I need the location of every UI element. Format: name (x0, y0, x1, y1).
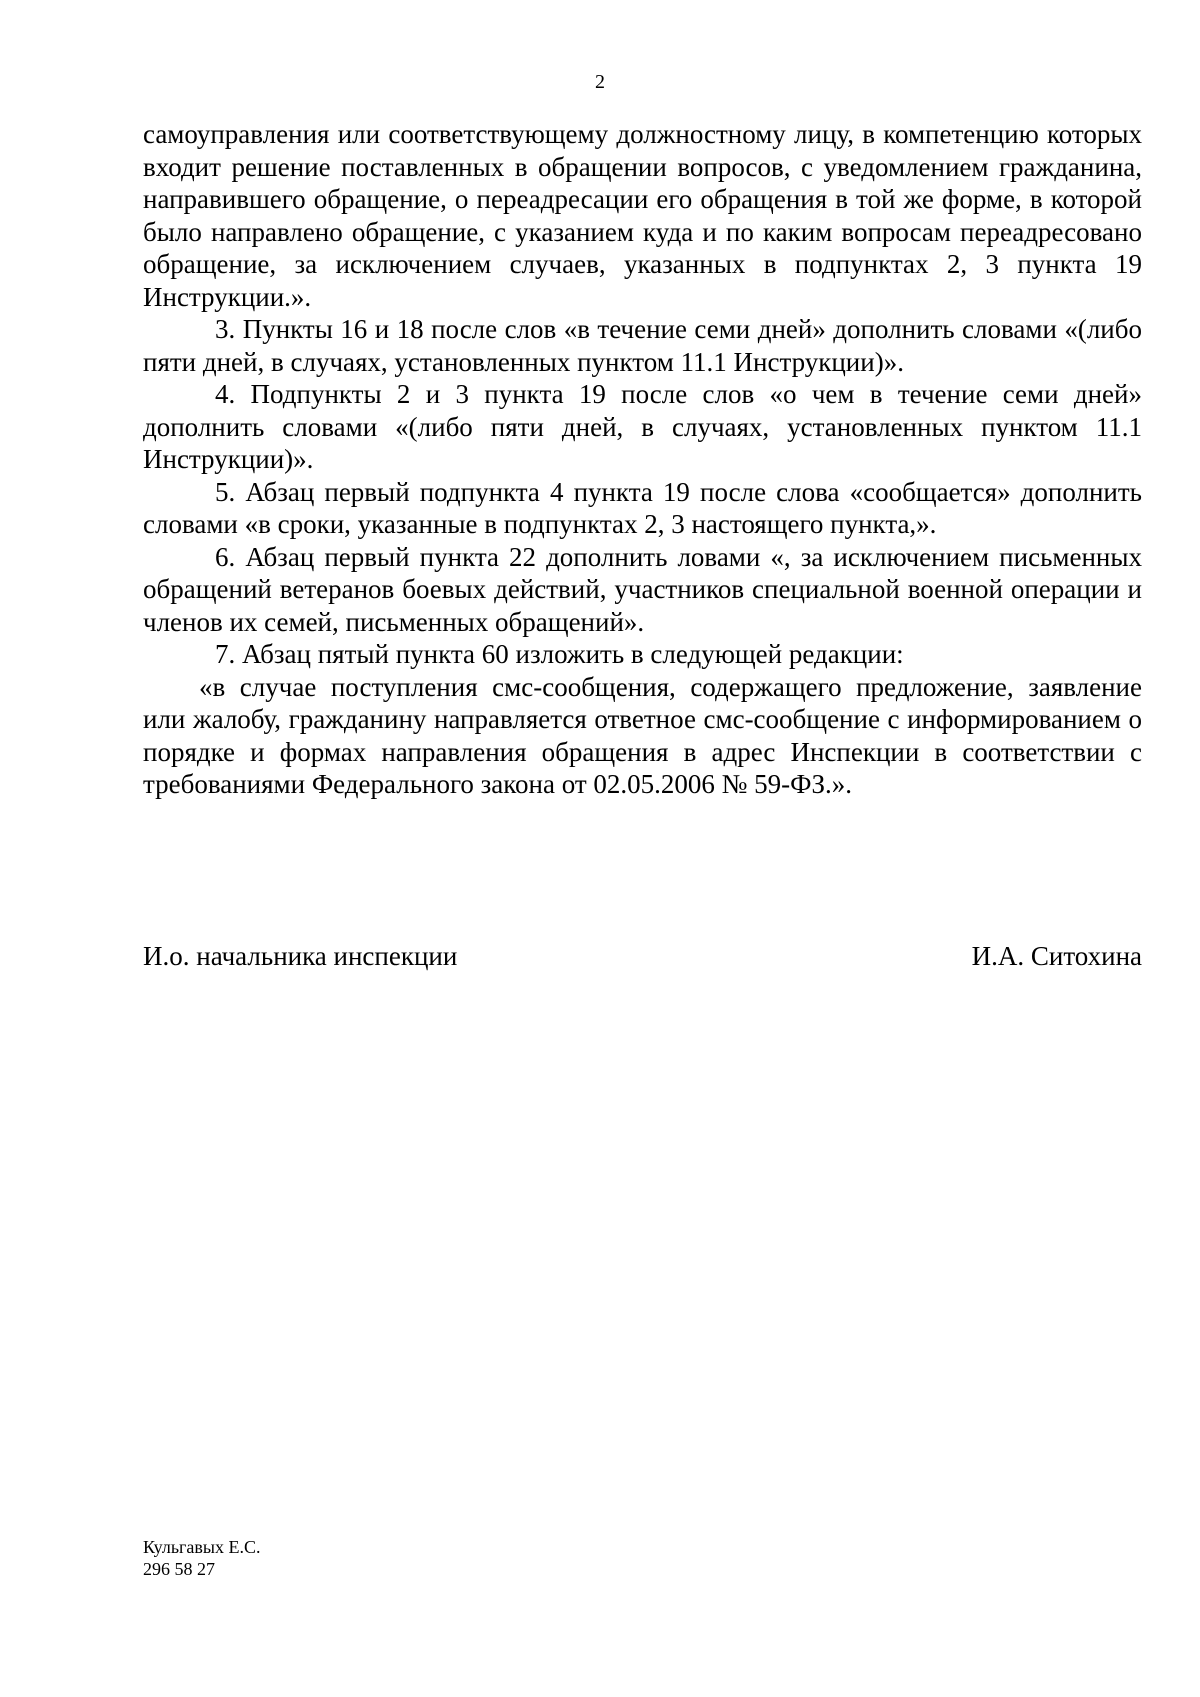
paragraph-continuation: самоуправления или соответствующему должностному лицу, в компетенцию которых входит решение поставленных в обращении вопросов, с уведомлением гражданина, направившего обращение, о переадресации его обращения в той же форме, в которой было направлено обращение, с указанием куда и по каким вопросам переадресовано обращение, за исключением случаев, указанных в подпунктах 2, 3 пункта 19 Инструкции.». (143, 119, 1142, 312)
signature-block (143, 940, 1142, 972)
paragraph-item-7: 7. Абзац пятый пункта 60 изложить в следующей редакции: (215, 639, 904, 669)
paragraph-quoted-text: «в случае поступления смс-сообщения, содержащего предложение, заявление или жалобу, гражданину направляется ответное смс-сообщение с информированием о порядке и формах направления обращения в адрес Инспекции в соответствии с требованиями Федерального закона от 02.05.2006 № 59-ФЗ.». (143, 671, 1142, 799)
executor-info (143, 1536, 261, 1580)
paragraph-item-6: 6. Абзац первый пункта 22 дополнить ловами «, за исключением письменных обращений ветеранов боевых действий, участников специальной военной операции и членов их семей, письменных обращений». (143, 541, 1142, 637)
executor-name: Кульгавых Е.С. (143, 1537, 261, 1557)
signatory-position: И.о. начальника инспекции (143, 941, 458, 971)
paragraph-item-3: 3. Пункты 16 и 18 после слов «в течение семи дней» дополнить словами «(либо пяти дней, в случаях, установленных пунктом 11.1 Инструкции)». (143, 314, 1142, 377)
document-body (143, 118, 1142, 801)
executor-phone: 296 58 27 (143, 1559, 215, 1579)
page-number: 2 (595, 71, 605, 93)
paragraph-item-4: 4. Подпункты 2 и 3 пункта 19 после слов «о чем в течение семи дней» дополнить словами «(либо пяти дней, в случаях, установленных пунктом 11.1 Инструкции)». (143, 379, 1142, 474)
paragraph-item-5: 5. Абзац первый подпункта 4 пункта 19 после слова «сообщается» дополнить словами «в сроки, указанные в подпунктах 2, 3 настоящего пункта,». (143, 476, 1142, 539)
signatory-name: И.А. Ситохина (971, 941, 1142, 971)
